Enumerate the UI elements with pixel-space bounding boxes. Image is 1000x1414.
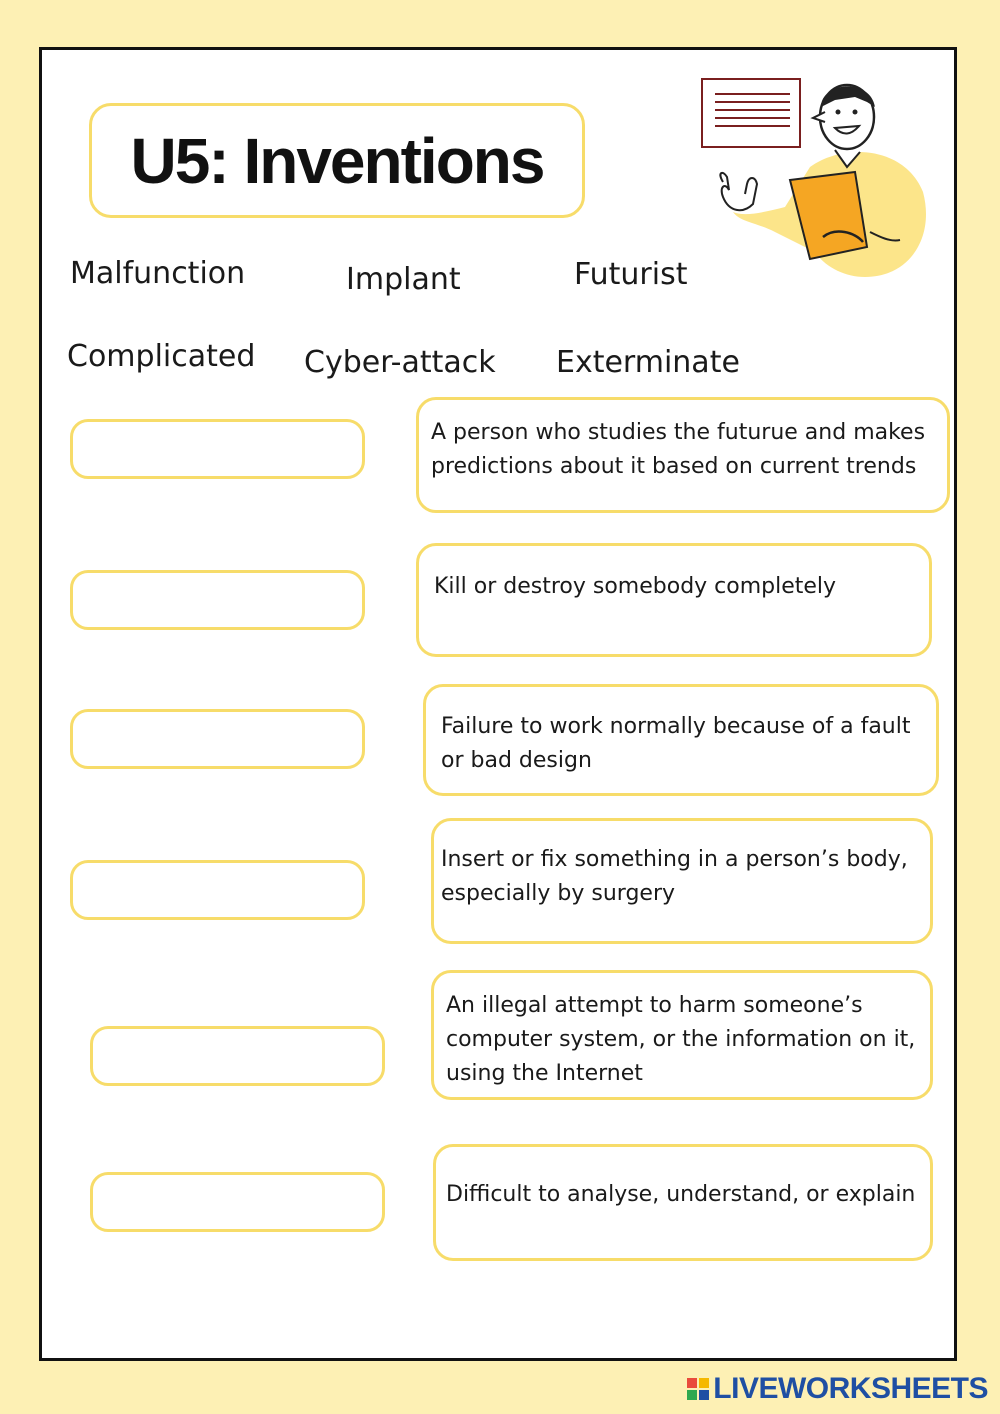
liveworksheets-mark-icon <box>687 1378 709 1400</box>
liveworksheets-logo <box>687 1372 988 1406</box>
answer-box-6[interactable] <box>90 1172 385 1232</box>
definition-card-2: Kill or destroy somebody completely <box>416 543 932 657</box>
definition-card-4: Insert or fix something in a person’s body, especially by surgery <box>431 818 933 944</box>
title-box <box>89 103 585 218</box>
answer-box-5[interactable] <box>90 1026 385 1086</box>
answer-box-3[interactable] <box>70 709 365 769</box>
definition-card-6: Difficult to analyse, understand, or explain <box>433 1144 933 1261</box>
page-title: U5: Inventions <box>130 124 544 197</box>
word-bank-item[interactable]: Malfunction <box>70 256 246 291</box>
definition-card-1: A person who studies the futurue and makes predictions about it based on current trends <box>416 397 950 513</box>
teacher-illustration-icon <box>695 72 935 287</box>
word-bank-item[interactable]: Implant <box>346 262 461 297</box>
definition-card-5: An illegal attempt to harm someone’s computer system, or the information on it, using the Internet <box>431 970 933 1100</box>
word-bank-item[interactable]: Cyber-attack <box>304 345 496 380</box>
answer-box-4[interactable] <box>70 860 365 920</box>
word-bank-item[interactable]: Exterminate <box>556 345 740 380</box>
brand-name: LIVEWORKSHEETS <box>713 1372 988 1405</box>
answer-box-1[interactable] <box>70 419 365 479</box>
definition-card-3: Failure to work normally because of a fault or bad design <box>423 684 939 796</box>
word-bank-item[interactable]: Futurist <box>574 257 688 292</box>
answer-box-2[interactable] <box>70 570 365 630</box>
word-bank-item[interactable]: Complicated <box>67 339 256 374</box>
